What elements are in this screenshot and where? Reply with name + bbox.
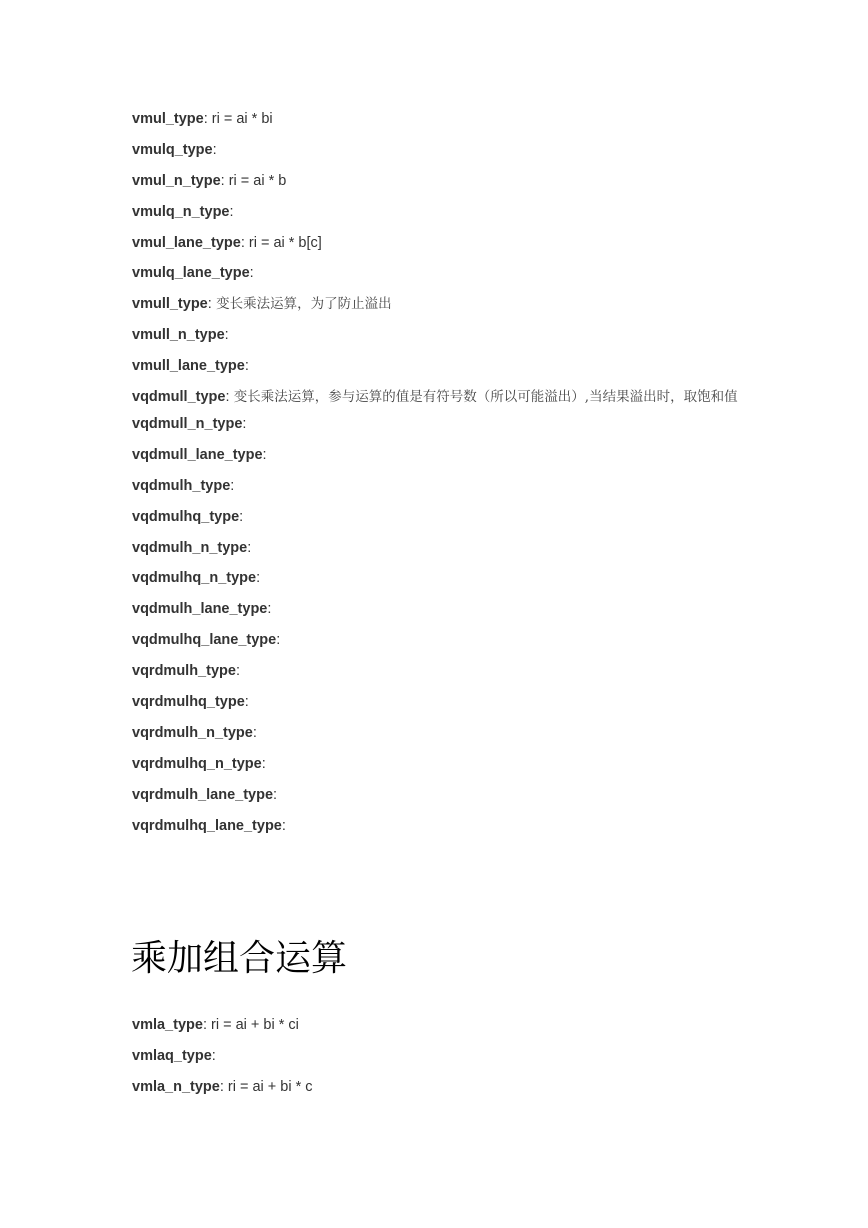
- entry-name: vmulq_lane_type: [132, 265, 250, 282]
- entry-separator: :: [273, 786, 278, 803]
- entry-separator: :: [225, 389, 230, 406]
- entry-vmul-type: [132, 108, 752, 130]
- entry-description: ri = ai * bi: [207, 111, 273, 127]
- entry-vqrdmulh-lane-type: [132, 784, 752, 806]
- entry-vqdmulhq-lane-type: [132, 629, 752, 651]
- entry-description: ri = ai * b[c]: [244, 234, 322, 251]
- entry-vmull-lane-type: [132, 355, 752, 377]
- entry-vmulq-lane-type: [132, 262, 752, 284]
- entry-separator: :: [212, 141, 217, 158]
- entry-name: vqrdmulh_n_type: [132, 724, 253, 741]
- entry-name: vqdmulhq_lane_type: [132, 632, 277, 649]
- entry-name: vmla_n_type: [132, 1078, 220, 1095]
- entry-separator: :: [202, 1017, 207, 1033]
- entry-vmulq-n-type: [132, 201, 752, 223]
- entry-separator: :: [211, 1047, 216, 1064]
- entry-vqdmull-lane-type: [132, 444, 752, 466]
- entry-separator: :: [230, 477, 235, 494]
- entry-vqdmulhq-n-type: [132, 567, 752, 589]
- entry-name: vqdmull_n_type: [132, 416, 243, 433]
- entry-name: vqrdmulhq_lane_type: [132, 817, 282, 834]
- entry-vqrdmulhq-n-type: [132, 753, 752, 775]
- entry-separator: :: [249, 265, 254, 282]
- entry-description: ri = ai * b: [224, 172, 287, 189]
- entry-vqrdmulhq-type: [132, 691, 752, 713]
- entry-vmla-type: [132, 1014, 752, 1036]
- entry-name: vqdmulhq_n_type: [132, 570, 257, 587]
- entry-name: vmulq_type: [132, 141, 213, 158]
- entry-vmul-lane-type: [132, 232, 752, 254]
- entry-name: vmull_lane_type: [132, 358, 245, 375]
- entry-name: vqdmull_lane_type: [132, 446, 263, 463]
- entry-name: vmul_n_type: [132, 172, 221, 189]
- entry-vmla-n-type: [132, 1076, 752, 1098]
- entry-description: ri = ai + bi * c: [223, 1078, 313, 1095]
- entry-vqrdmulh-type: [132, 660, 752, 682]
- entry-list-multiply-accumulate: [132, 1014, 752, 1107]
- entry-vqdmull-type: [132, 382, 752, 412]
- entry-vmul-n-type: [132, 170, 752, 192]
- entry-separator: :: [244, 358, 249, 375]
- entry-vqdmulh-n-type: [132, 537, 752, 559]
- entry-separator: :: [219, 1078, 224, 1095]
- entry-separator: :: [261, 755, 266, 772]
- entry-name: vqdmulh_type: [132, 477, 231, 494]
- entry-description: ri = ai + bi * ci: [206, 1017, 299, 1033]
- entry-separator: :: [247, 539, 252, 556]
- entry-separator: :: [252, 724, 257, 741]
- entry-name: vqdmulh_n_type: [132, 539, 248, 556]
- entry-separator: :: [267, 601, 272, 618]
- entry-vqrdmulhq-lane-type: [132, 815, 752, 837]
- entry-name: vmul_type: [132, 111, 204, 127]
- entry-name: vqrdmulhq_type: [132, 694, 245, 711]
- entry-separator: :: [262, 446, 267, 463]
- entry-vqdmulhq-type: [132, 506, 752, 528]
- entry-description: 变长乘法运算，参与运算的值是有符号数（所以可能溢出）,当结果溢出时，取饱和值: [229, 389, 738, 406]
- section-heading: 乘加组合运算: [131, 938, 348, 979]
- entry-name: vqdmulh_lane_type: [132, 601, 268, 618]
- entry-separator: :: [242, 416, 247, 433]
- entry-name: vqdmull_type: [132, 389, 226, 406]
- entry-vmulq-type: [132, 139, 752, 161]
- entry-list-multiplication: [132, 108, 752, 845]
- entry-separator: :: [229, 203, 234, 220]
- entry-name: vqrdmulh_type: [132, 663, 236, 680]
- entry-separator: :: [276, 632, 281, 649]
- entry-name: vmul_lane_type: [132, 234, 241, 251]
- entry-separator: :: [244, 694, 249, 711]
- entry-name: vmulq_n_type: [132, 203, 230, 220]
- entry-separator: :: [220, 172, 225, 189]
- entry-name: vmla_type: [132, 1017, 203, 1033]
- entry-name: vmull_n_type: [132, 327, 225, 344]
- entry-separator: :: [239, 508, 244, 525]
- entry-name: vqdmulhq_type: [132, 508, 240, 525]
- entry-vqdmulh-lane-type: [132, 598, 752, 620]
- entry-vqdmull-n-type: [132, 413, 752, 435]
- entry-name: vqrdmulh_lane_type: [132, 786, 274, 803]
- entry-separator: :: [240, 234, 245, 251]
- entry-description: 变长乘法运算，为了防止溢出: [211, 296, 392, 313]
- entry-name: vmull_type: [132, 296, 208, 313]
- entry-vqdmulh-type: [132, 475, 752, 497]
- entry-separator: :: [207, 296, 212, 313]
- entry-vmull-n-type: [132, 324, 752, 346]
- entry-separator: :: [224, 327, 229, 344]
- entry-separator: :: [235, 663, 240, 680]
- entry-vmlaq-type: [132, 1045, 752, 1067]
- entry-vmull-type: [132, 293, 752, 315]
- entry-name: vmlaq_type: [132, 1047, 212, 1064]
- entry-separator: :: [203, 111, 208, 127]
- entry-vqrdmulh-n-type: [132, 722, 752, 744]
- entry-separator: :: [281, 817, 286, 834]
- entry-name: vqrdmulhq_n_type: [132, 755, 262, 772]
- entry-separator: :: [256, 570, 261, 587]
